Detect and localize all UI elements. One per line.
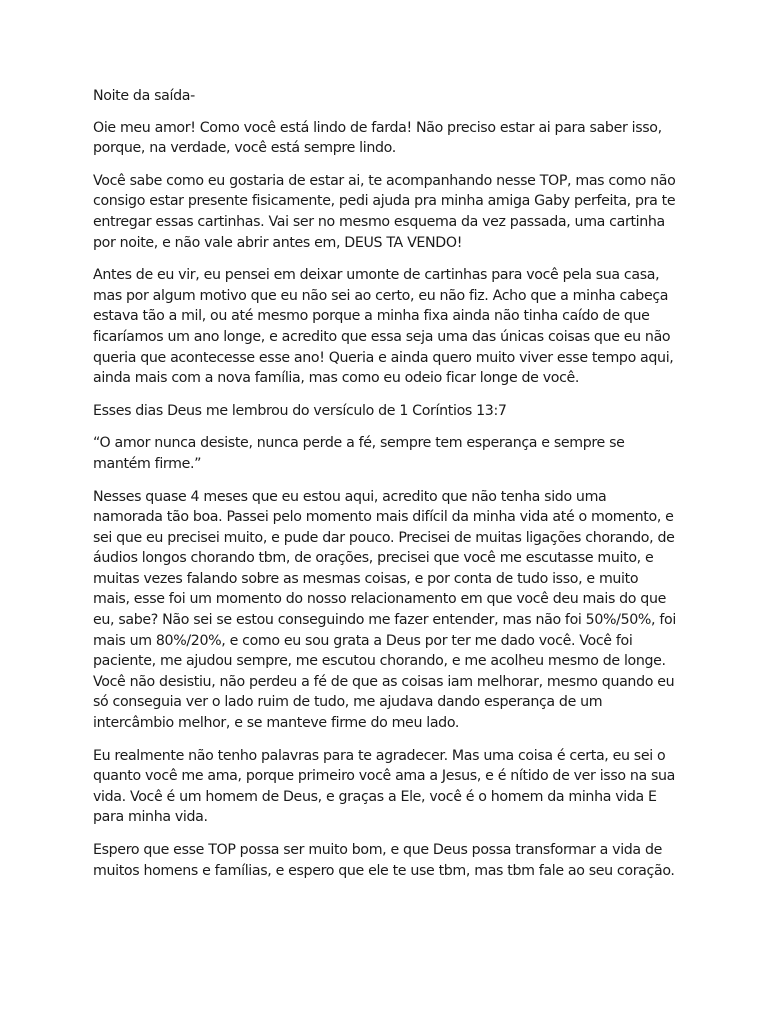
paragraph-cards: Você sabe como eu gostaria de estar ai, te acompanhando nesse TOP, mas como não consigo estar presente fisicamente, pedi ajuda pra minha amiga Gaby perfeita, pra te entregar essas cartinhas. Vai ser no mesmo esquema da vez passada, uma cartinha por noite, e não vale abrir antes em, DEUS TA VENDO! bbox=[93, 172, 676, 251]
paragraph-gratitude: Eu realmente não tenho palavras para te agradecer. Mas uma coisa é certa, eu sei o quanto você me ama, porque primeiro você ama a Jesus, e é nítido de ver isso na sua vida. Você é um homem de Deus, e graças a Ele, você é o homem da minha vida E para minha vida. bbox=[93, 747, 676, 826]
paragraph-before-leaving: Antes de eu vir, eu pensei em deixar umonte de cartinhas para você pela sua casa, mas por algum motivo que eu não sei ao certo, eu não fiz. Acho que a minha cabeça estava tão a mil, ou até mesmo porque a minha fixa ainda não tinha caído de que ficaríamos um ano longe, e acredito que essa seja uma das únicas coisas que eu não queria que acontecesse esse ano! Queria e ainda quero muito viver esse tempo aqui, ainda mais com a nova família, mas como eu odeio ficar longe de você. bbox=[93, 267, 674, 387]
paragraph-greeting: Oie meu amor! Como você está lindo de farda! Não preciso estar ai para saber isso, porque, na verdade, você está sempre lindo. bbox=[93, 119, 662, 157]
letter-body bbox=[93, 86, 678, 893]
paragraph-verse-intro: Esses dias Deus me lembrou do versículo de 1 Coríntios 13:7 bbox=[93, 402, 507, 419]
paragraph-four-months: Nesses quase 4 meses que eu estou aqui, acredito que não tenha sido uma namorada tão boa. Passei pelo momento mais difícil da minha vida até o momento, e sei que eu precisei muito, e pude dar pouco. Precisei de muitas ligações chorando, de áudios longos chorando tbm, de orações, precisei que você me escutasse muito, e muitas vezes falando sobre as mesmas coisas, e por conta de tudo isso, e muito mais, esse foi um momento do nosso relacionamento em que você deu mais do que eu, sabe? Não sei se estou conseguindo me fazer entender, mas não foi 50%/50%, foi mais um 80%/20%, e como eu sou grata a Deus por ter me dado você. Você foi paciente, me ajudou sempre, me escutou chorando, e me acolheu mesmo de longe. Você não desistiu, não perdeu a fé de que as coisas iam melhorar, mesmo quando eu só conseguia ver o lado ruim de tudo, me ajudava dando esperança de um intercâmbio melhor, e se manteve firme do meu lado. bbox=[93, 488, 676, 732]
letter-heading: Noite da saída- bbox=[93, 88, 195, 104]
paragraph-closing-wish: Espero que esse TOP possa ser muito bom, e que Deus possa transformar a vida de muitos homens e famílias, e espero que ele te use tbm, mas tbm fale ao seu coração. bbox=[93, 842, 675, 879]
paragraph-verse-quote: “O amor nunca desiste, nunca perde a fé, sempre tem esperança e sempre se mantém firme.” bbox=[93, 435, 625, 472]
